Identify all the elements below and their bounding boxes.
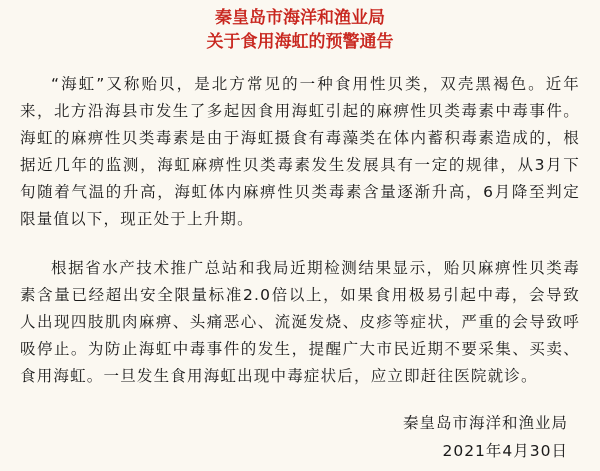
body-paragraph-1: “海虹”又称贻贝，是北方常见的一种食用性贝类，双壳黑褐色。近年来，北方沿海县市发生了多起因食用海虹引起的麻痹性贝类毒素中毒事件。海虹的麻痹性贝类毒素是由于海虹摄食有毒藻类在体内蓄积毒素造成的，根据近几年的监测，海虹麻痹性贝类毒素发生发展具有一定的规律，从3月下旬随着气温的升高，海虹体内麻痹性贝类毒素含量逐渐升高，6月降至判定限量值以下，现正处于上升期。: [20, 75, 580, 228]
signature-date: 2021年4月30日: [442, 442, 568, 460]
body-paragraph-2: 根据省水产技术推广总站和我局近期检测结果显示，贻贝麻痹性贝类毒素含量已经超出安全限量标准2.0倍以上，如果食用极易引起中毒，会导致人出现四肢肌肉麻痹、头痛恶心、流涎发烧、皮疹等症状，严重的会导致呼吸停止。为防止海虹中毒事件的发生，提醒广大市民近期不要采集、买卖、食用海虹。一旦发生食用海虹出现中毒症状后，应立即赶往医院就诊。: [20, 259, 580, 385]
issuer-title: 秦皇岛市海洋和渔业局: [215, 8, 385, 28]
notice-title: 关于食用海虹的预警通告: [206, 32, 394, 52]
signature-organization: 秦皇岛市海洋和渔业局: [402, 414, 568, 432]
